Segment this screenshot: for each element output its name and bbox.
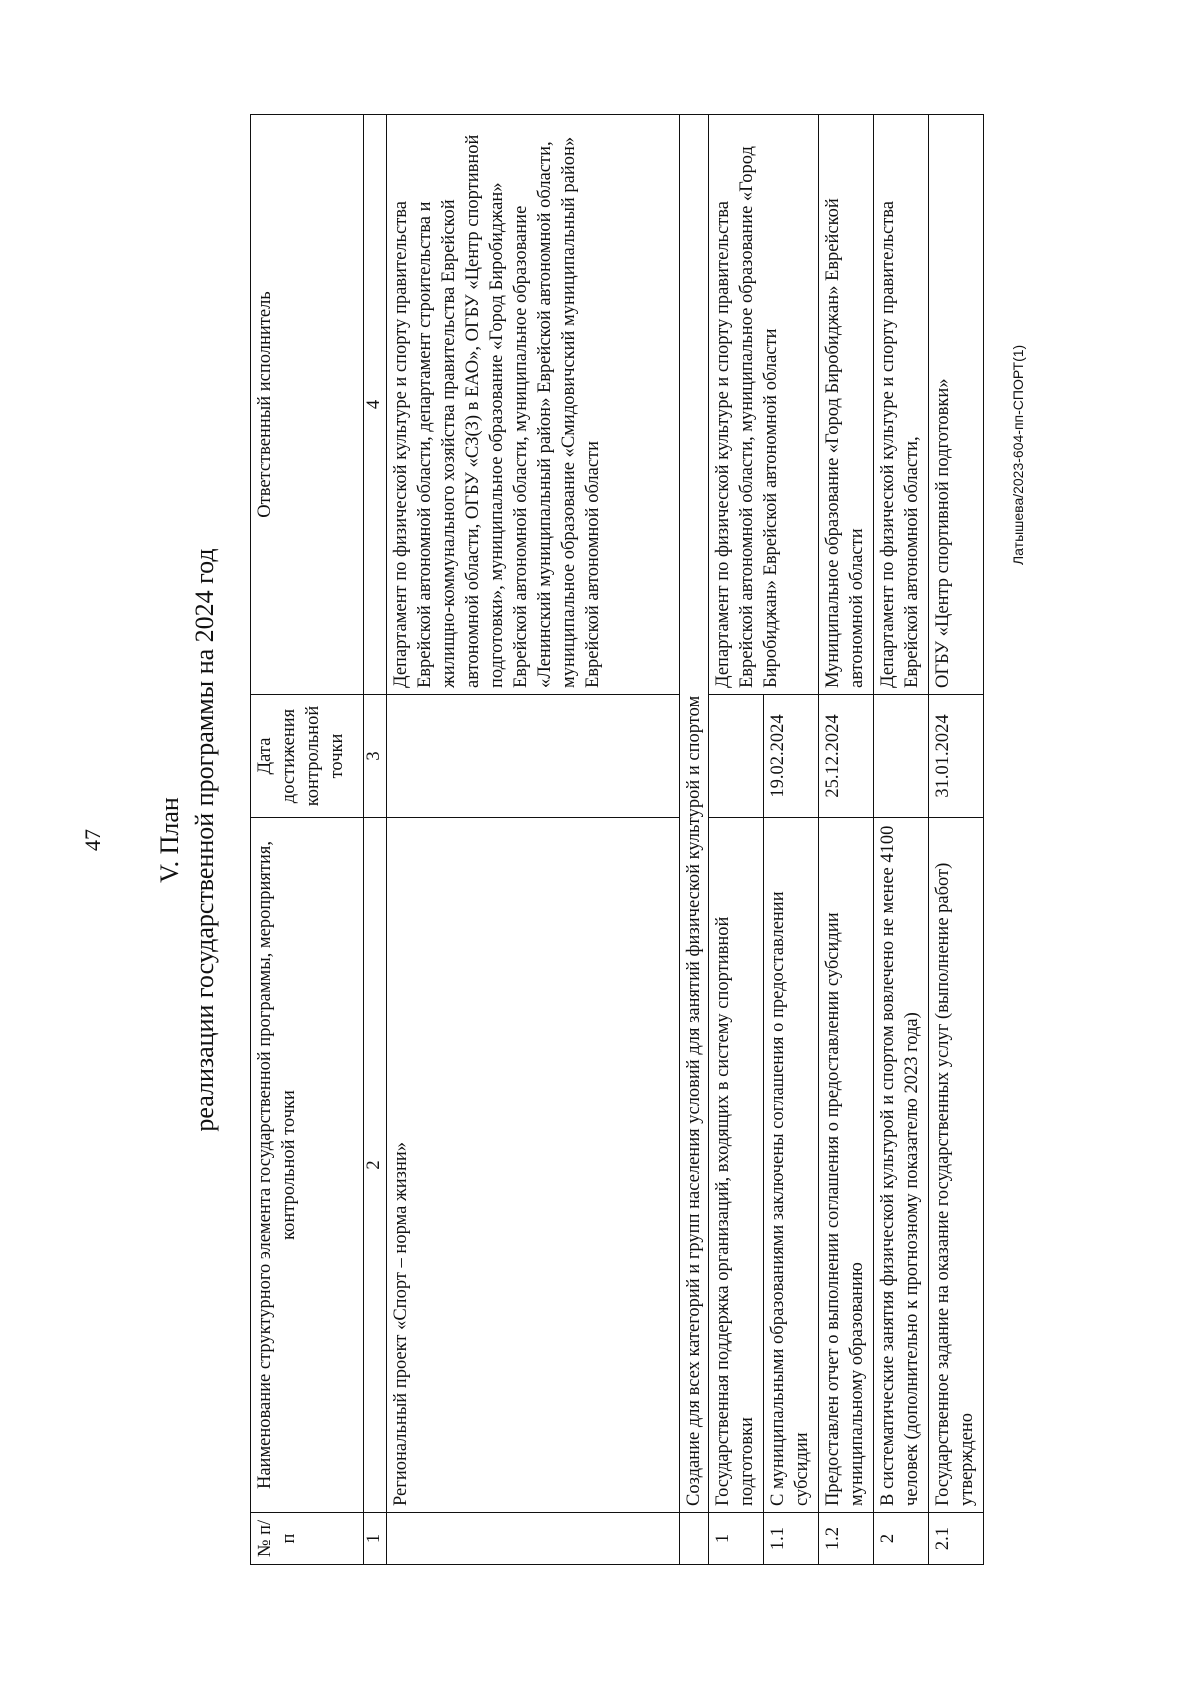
table-row <box>387 115 680 1565</box>
row-date: 19.02.2024 <box>764 695 819 818</box>
row-name: Государственное задание на оказание государственных услуг (выполнение работ) утверждено <box>929 818 984 1513</box>
header-date: Дата достижения контрольной точки <box>251 695 364 818</box>
table-row <box>874 115 929 1565</box>
rotated-page-content <box>80 115 1026 1565</box>
row-number: 1.2 <box>819 1513 874 1565</box>
row-date: 31.01.2024 <box>929 695 984 818</box>
row-date <box>709 695 764 818</box>
page-number: 47 <box>80 829 105 851</box>
row-date: 25.12.2024 <box>819 695 874 818</box>
row-responsible: ОГБУ «Центр спортивной подготовки» <box>929 115 984 695</box>
row-responsible: Департамент по физической культуре и спорту правительства Еврейской автономной области, муниципальное образование «Город Биробиджан» Еврейской автономной области <box>709 115 819 695</box>
column-number: 3 <box>364 695 387 818</box>
row-name: С муниципальными образованиями заключены соглашения о предоставлении субсидии <box>764 818 819 1513</box>
section-title: V. План <box>155 797 184 883</box>
row-date <box>387 695 680 818</box>
section-subtitle: реализации государственной программы на 2024 год <box>190 548 219 1132</box>
row-number <box>387 1513 680 1565</box>
document-footer: Латышева/2023-604-пп-СПОРТ(1) <box>1010 344 1026 565</box>
row-responsible: Департамент по физической культуре и спорту правительства Еврейской автономной области, департамент строительства и жилищно-коммунального хозяйства правительства Еврейской автономной области, ОГБУ «СЗ(З) в ЕАО», ОГБУ «Центр спортивной подготовки», муниципальное образование «Город Биробиджан» Еврейской автономной области, муниципальное образование «Ленинский муниципальный район» Еврейской автономной области, муниципальное образование «Смидовичский муниципальный район» Еврейской автономной области <box>387 115 680 695</box>
plan-table <box>250 114 984 1565</box>
row-number: 2 <box>874 1513 929 1565</box>
table-header-row <box>251 115 364 1565</box>
row-name: Предоставлен отчет о выполнении соглашения о предоставлении субсидии муниципальному образованию <box>819 818 874 1513</box>
row-number: 1 <box>709 1513 764 1565</box>
column-number: 1 <box>364 1513 387 1565</box>
row-responsible: Департамент по физической культуре и спорту правительства Еврейской автономной области, <box>874 115 929 695</box>
header-responsible: Ответственный исполнитель <box>251 115 364 695</box>
table-row <box>819 115 874 1565</box>
section-row <box>680 115 709 1565</box>
column-number: 4 <box>364 115 387 695</box>
row-number: 1.1 <box>764 1513 819 1565</box>
row-name: Региональный проект «Спорт – норма жизни» <box>387 818 680 1513</box>
section-number <box>680 1513 709 1565</box>
column-numbers-row <box>364 115 387 1565</box>
row-number: 2.1 <box>929 1513 984 1565</box>
row-name: В систематические занятия физической культурой и спортом вовлечено не менее 4100 человек (дополнительно к прогнозному показателю 2023 года) <box>874 818 929 1513</box>
row-date <box>874 695 929 818</box>
column-number: 2 <box>364 818 387 1513</box>
header-name: Наименование структурного элемента государственной программы, мероприятия, контрольной точки <box>251 818 364 1513</box>
table-row <box>709 115 764 1565</box>
row-responsible: Муниципальное образование «Город Биробиджан» Еврейской автономной области <box>819 115 874 695</box>
header-number: № п/п <box>251 1513 364 1565</box>
row-name: Государственная поддержка организаций, входящих в систему спортивной подготовки <box>709 818 764 1513</box>
table-row <box>929 115 984 1565</box>
section-heading: Создание для всех категорий и групп населения условий для занятий физической культурой и спортом <box>680 115 709 1513</box>
